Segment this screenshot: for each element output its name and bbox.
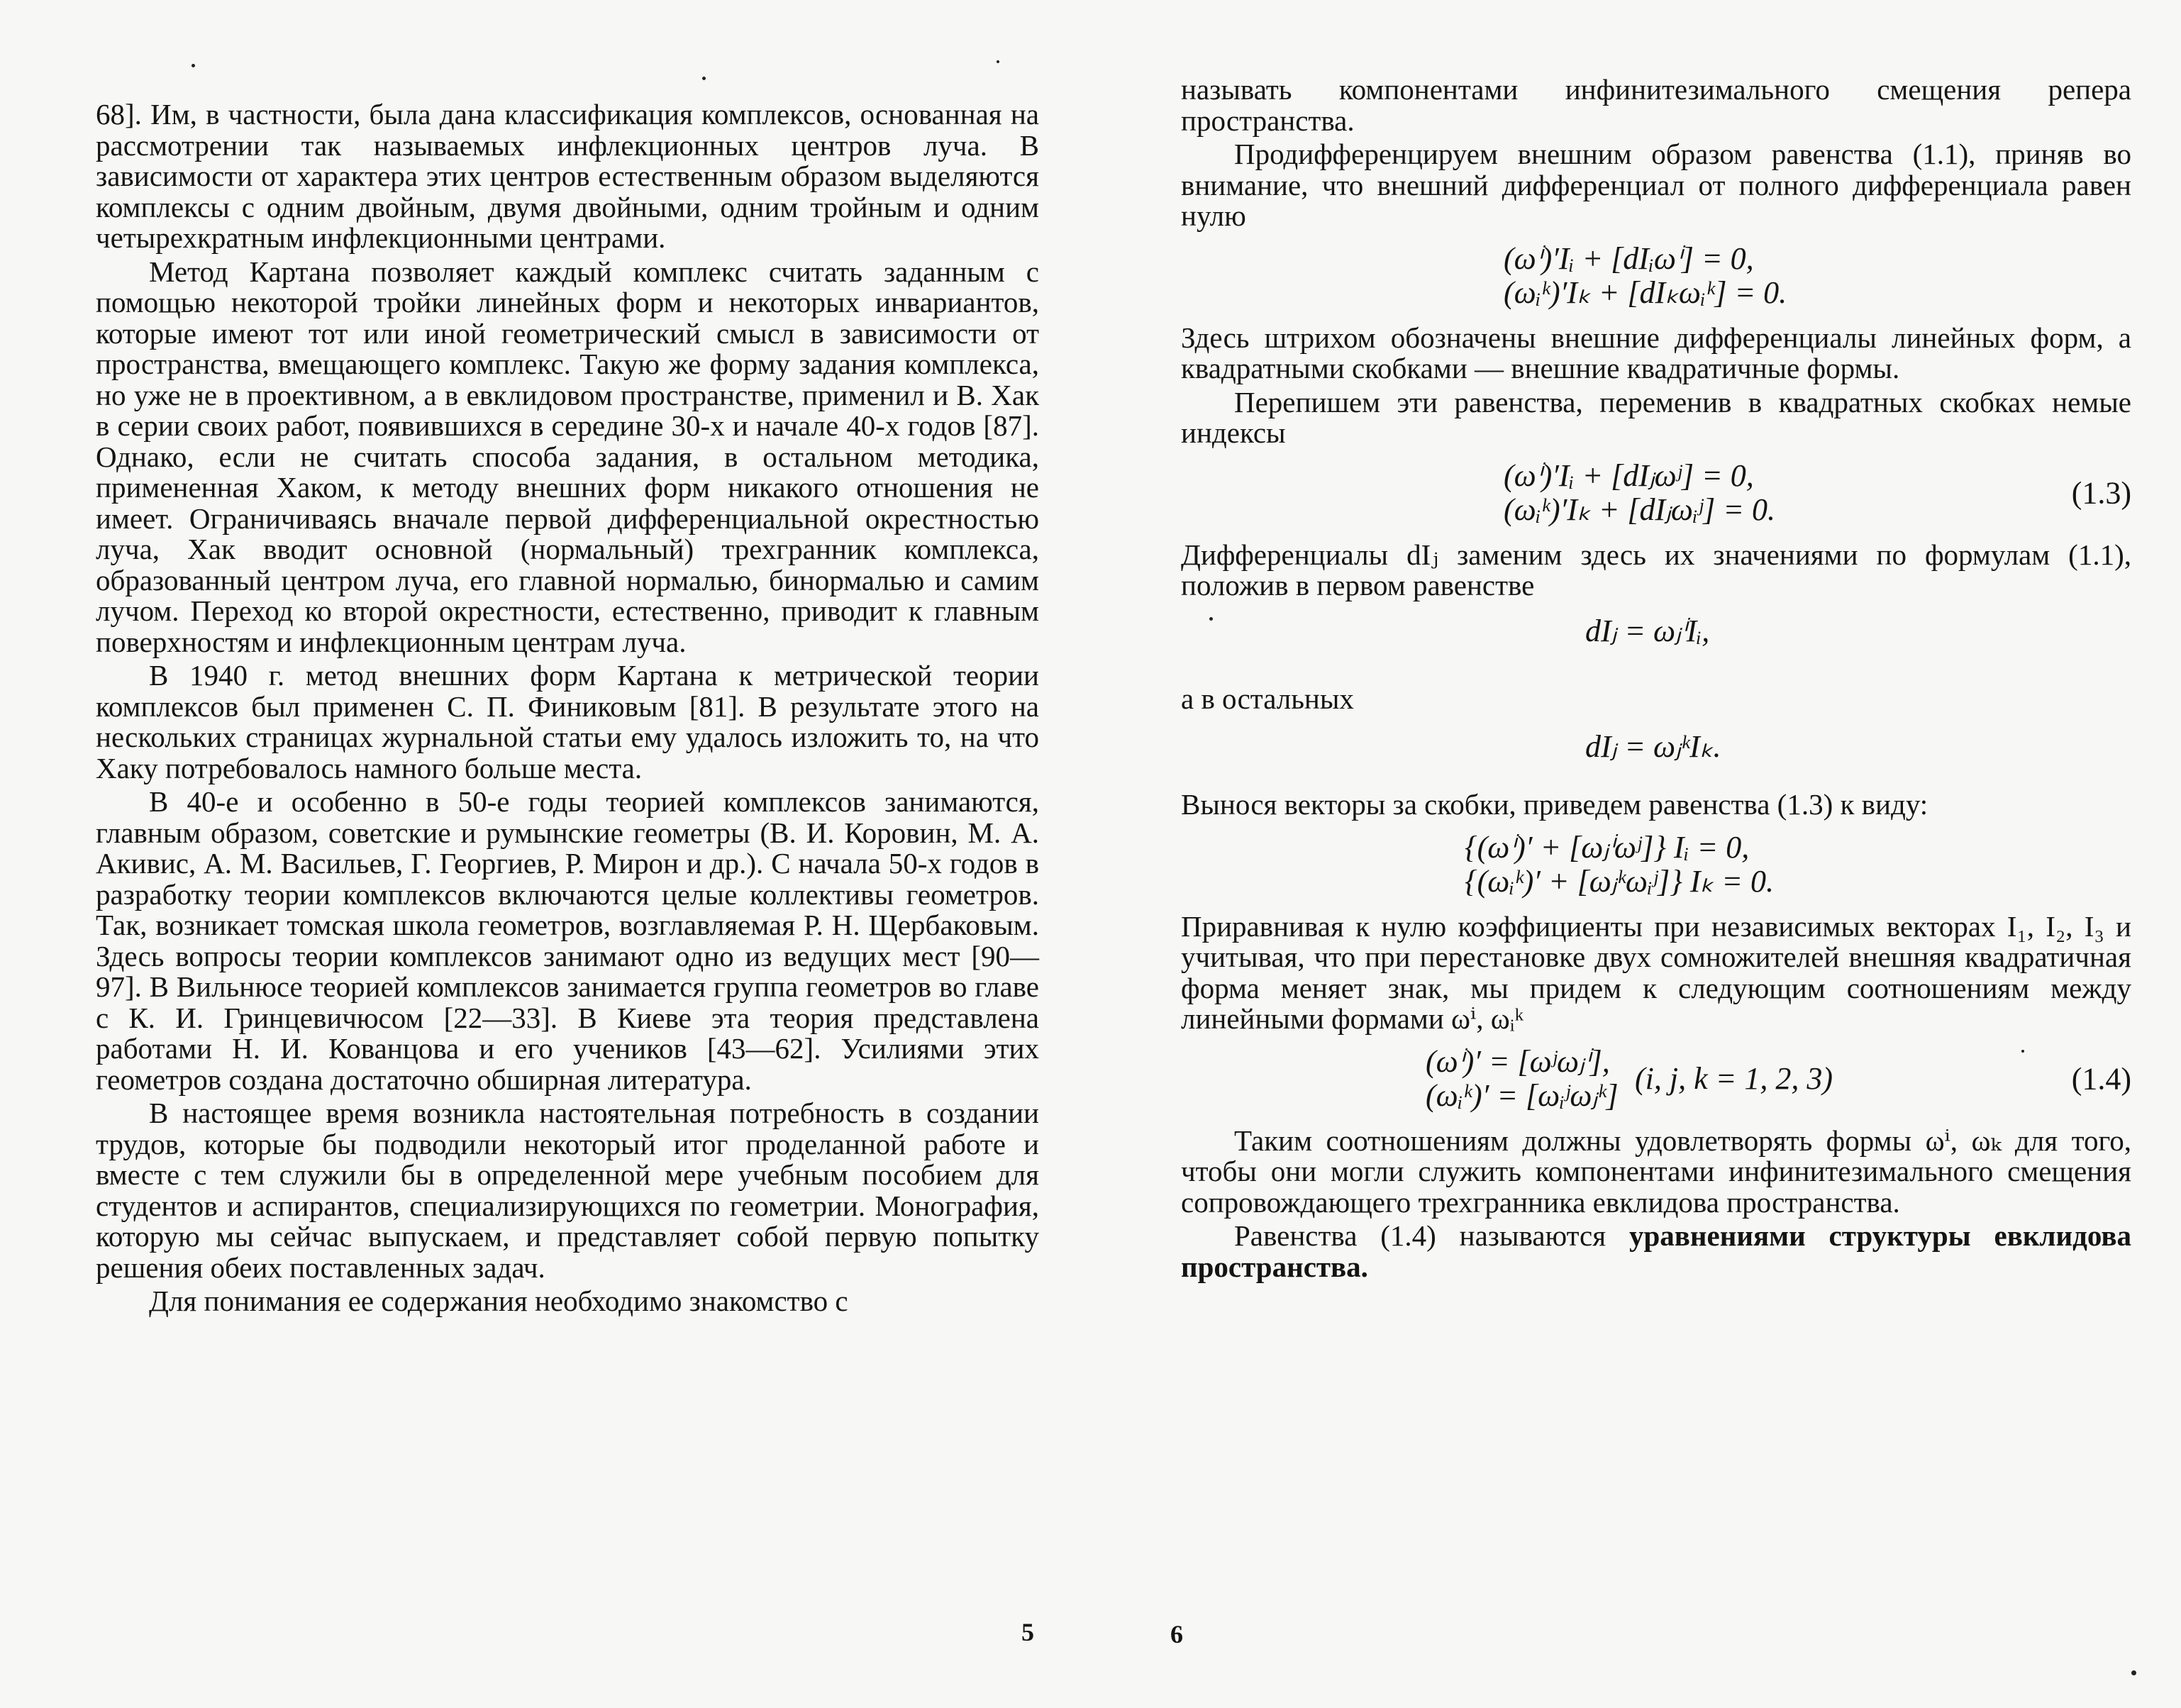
scan-speck: [702, 77, 706, 80]
scan-speck: [2021, 1050, 2024, 1053]
equation: (ωⁱ)′Iᵢ + [dIⱼωʲ] = 0,: [1504, 458, 1754, 493]
scan-speck: [192, 64, 195, 67]
equation-block: [1181, 730, 2131, 764]
page-number: 5: [1021, 1618, 1034, 1646]
equation: {(ωⁱ)′ + [ωⱼⁱωʲ]} Iᵢ = 0,: [1465, 829, 1750, 865]
scan-speck: [2131, 1670, 2136, 1675]
page-number: 6: [1170, 1620, 1183, 1648]
scan-speck: [997, 60, 999, 63]
paragraph: Приравнивая к нулю коэффициенты при независимых векторах I₁, I₂, I₃ и учитывая, что при перестановке двух сомножителей внешняя квадратичная форма меняет знак, мы придем к следующим соотношениям между линейными формами ωⁱ, ωᵢᵏ: [1181, 909, 2131, 1035]
right-page: [1106, 0, 2181, 1708]
paragraph: Перепишем эти равенства, переменив в квадратных скобках немые индексы: [1181, 385, 2131, 449]
equation: dIⱼ = ωⱼᵏIₖ.: [1585, 729, 1721, 764]
paragraph: Здесь штрихом обозначены внешние дифференциалы линейных форм, а квадратными скобками — внешние квадратичные формы.: [1181, 321, 2131, 384]
paragraph: В настоящее время возникла настоятельная потребность в создании трудов, которые бы подводили некоторый итог проделанной работе и вместе с тем служили бы в определенной мере учебным пособием для студентов и аспирантов, специализирующихся по геометрии. Монография, которую мы сейчас выпускаем, и представляет собой первую попытку решения обеих поставленных задач.: [96, 1097, 1039, 1284]
equation: (ωᵢᵏ)′ = [ωᵢʲωⱼᵏ]: [1426, 1077, 1619, 1113]
paragraph: Дифференциалы dIⱼ заменим здесь их значениями по формулам (1.1), положив в первом равенстве: [1181, 538, 2131, 601]
scan-speck: [1209, 617, 1213, 621]
equation-block: [1181, 831, 2131, 899]
paragraph: В 1940 г. метод внешних форм Картана к метрической теории комплексов был применен С. П. Финиковым [81]. В результате этого на нескольких страницах журнальной статьи ему удалось изложить то, на что Хаку потребовалось намного больше места.: [96, 659, 1039, 784]
equation: (ωⁱ)′ = [ωʲωⱼⁱ],: [1426, 1043, 1610, 1079]
equation: (ωⁱ)′Iᵢ + [dIᵢωⁱ] = 0,: [1504, 240, 1754, 276]
equation-block: [1181, 1045, 2131, 1113]
equation-number: (1.4): [2071, 1060, 2131, 1096]
equation-number: (1.3): [2071, 475, 2131, 510]
paragraph: [1181, 1221, 2131, 1282]
paragraph: а в остальных: [1181, 682, 1354, 715]
equation-block: [1181, 242, 2131, 310]
equation-block: [1181, 459, 2131, 527]
equation-block: [1181, 614, 2131, 648]
equation: {(ωᵢᵏ)′ + [ωⱼᵏωᵢʲ]} Iₖ = 0.: [1465, 863, 1774, 899]
equation: (ωᵢᵏ)′Iₖ + [dIⱼωᵢʲ] = 0.: [1504, 492, 1775, 527]
paragraph-text: Равенства (1.4) называются: [1234, 1219, 1629, 1252]
left-text-column: [96, 99, 1039, 1320]
equation: (ωᵢᵏ)′Iₖ + [dIₖωᵢᵏ] = 0.: [1504, 274, 1787, 310]
paragraph: Таким соотношениям должны удовлетворять формы ωⁱ, ωₖ для того, чтобы они могли служить компонентами инфинитезимального смещения сопровождающего трехгранника евклидова пространства.: [1181, 1124, 2131, 1219]
right-text-column: [1181, 74, 2131, 1285]
paragraph: Продифференцируем внешним образом равенства (1.1), приняв во внимание, что внешний дифференциал от полного дифференциала равен нулю: [1181, 138, 2131, 232]
paragraph: Метод Картана позволяет каждый комплекс считать заданным с помощью некоторой тройки линейных форм и некоторых инвариантов, которые имеют тот или иной геометрический смысл в зависимости от пространства, вмещающего комплекс. Такую же форму задания комплекса, но уже не в проективном, а в евклидовом пространстве, применил и В. Хак в серии своих работ, появившихся в середине 30-х и начале 40-х годов [87]. Однако, если не считать способа задания, в остальном методика, примененная Хаком, к методу внешних форм никакого отношения не имеет. Ограничиваясь вначале первой дифференциальной окрестностью луча, Хак вводит основной (нормальный) трехгранник комплекса, образованный центром луча, его главной нормалью, бинормалью и самим лучом. Переход ко второй окрестности, естественно, приводит к главным поверхностям и инфлекционным центрам луча.: [96, 255, 1039, 658]
paragraph: 68]. Им, в частности, была дана классификация комплексов, основанная на рассмотрении так называемых инфлекционных центров луча. В зависимости от характера этих центров естественным образом выделяются комплексы с одним двойным, двумя двойными, одним тройным и одним четырехкратным инфлекционными центрами.: [96, 98, 1039, 254]
equation-condition: (i, j, k = 1, 2, 3): [1635, 1060, 1833, 1096]
paragraph: Для понимания ее содержания необходимо знакомство с: [149, 1285, 848, 1317]
paragraph: Вынося векторы за скобки, приведем равенства (1.3) к виду:: [1181, 788, 1929, 821]
equation: dIⱼ = ωⱼⁱIᵢ,: [1585, 613, 1710, 648]
bold-term: уравнениями структуры евклидова пространства.: [1181, 1219, 2131, 1283]
paragraph: называть компонентами инфинитезимального смещения репера пространства.: [1181, 73, 2131, 137]
paragraph: В 40-е и особенно в 50-е годы теорией комплексов занимаются, главным образом, советские и румынские геометры (В. И. Коровин, М. А. Акивис, А. М. Васильев, Г. Георгиев, Р. Мирон и др.). С начала 50-х годов в разработку теории комплексов включаются целые коллективы геометров. Так, возникает томская школа геометров, возглавляемая Р. Н. Щербаковым. Здесь вопросы теории комплексов занимают одно из ведущих мест [90—97]. В Вильнюсе теорией комплексов занимается группа геометров во главе с К. И. Гринцевичюсом [22—33]. В Киеве эта теория представлена работами Н. И. Кованцова и его учеников [43—62]. Усилиями этих геометров создана достаточно обширная литература.: [96, 785, 1039, 1096]
